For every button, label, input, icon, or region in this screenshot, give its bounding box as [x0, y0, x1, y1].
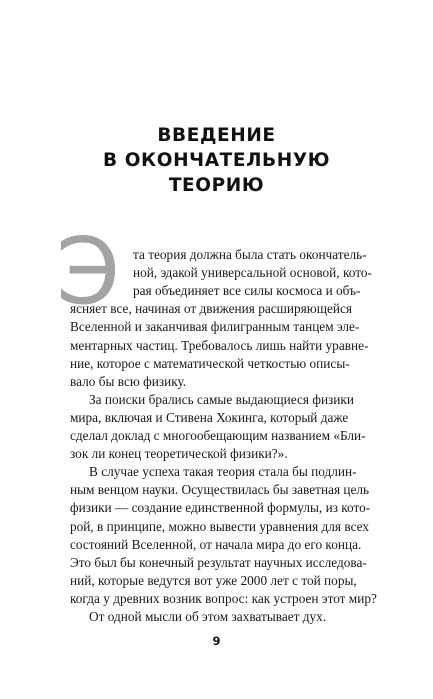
chapter-title-line-1: ВВЕДЕНИЕ — [157, 125, 276, 146]
text-line: рой, в принципе, можно вывести уравнения для всех — [70, 518, 370, 534]
text-line: вало бы всю физику. — [70, 373, 187, 389]
text-line: За поиски брались самые выдающиеся физики — [89, 391, 355, 407]
text-line: сделал доклад с многообещающим названием «Бли- — [70, 428, 366, 443]
text-line: зок ли конец теоретической физики?». — [70, 446, 288, 462]
text-line: ясняет все, начиная от движения расширяющейся — [70, 301, 352, 317]
text-line: От одной мысли об этом захватывает дух. — [89, 609, 327, 624]
text-line: когда у древних возник вопрос: как устроен этот мир? — [70, 590, 377, 606]
text-line: ний, которые ведутся вот уже 2000 лет с той поры, — [70, 572, 357, 588]
chapter-title — [0, 123, 433, 198]
page-number: 9 — [212, 634, 221, 648]
chapter-title-line-2: В ОКОНЧАТЕЛЬНУЮ — [102, 150, 331, 171]
text-line: ментарных частиц. Требовалось лишь найти уравне- — [70, 337, 369, 353]
text-line: ной, эдакой универсальной основой, кото- — [133, 265, 372, 281]
text-line: состояний Вселенной, от начала мира до его конца. — [70, 536, 362, 552]
text-line: та теория должна была стать окончатель- — [133, 247, 367, 262]
text-line: физики — создание единственной формулы, из кото- — [70, 500, 371, 516]
chapter-title-line-3: ТЕОРИЮ — [168, 175, 265, 196]
text-line: мира, включая и Стивена Хокинга, который даже — [70, 409, 349, 425]
text-line: ным венцом науки. Осуществилась бы заветная цель — [70, 482, 370, 498]
text-line: Это был бы конечный результат научных исследова- — [70, 554, 367, 570]
text-line: рая объединяет все силы космоса и объ- — [133, 283, 361, 299]
drop-cap: Э — [56, 218, 121, 325]
text-line: Вселенной и заканчивая филигранным танцем эле- — [70, 319, 360, 335]
text-line: В случае успеха такая теория стала бы подлин- — [89, 464, 357, 480]
text-line: ние, которое с математической четкостью описы- — [70, 355, 350, 371]
